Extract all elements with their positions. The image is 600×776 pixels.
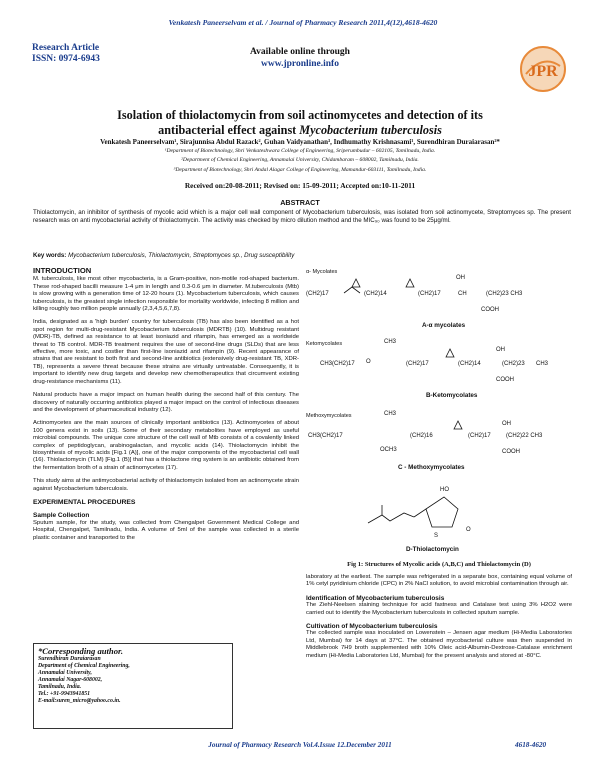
chain-label: (CH2)17 bbox=[468, 433, 491, 439]
chain-label: OCH3 bbox=[380, 447, 397, 453]
intro-heading: INTRODUCTION bbox=[33, 266, 92, 275]
affiliation-3: ³Department of Biotechnology, Shri Andal Alagar College of Engineering, Mamandur-603111, Tamilnadu, India. bbox=[173, 167, 427, 173]
chain-label: (CH2)17 bbox=[306, 291, 329, 297]
chain-label: O bbox=[466, 527, 471, 533]
issn: ISSN: 0974-6943 bbox=[32, 54, 100, 64]
intro-section bbox=[33, 267, 299, 542]
cultivation-text: The collected sample was inoculated on Lowenstein – Jensen agar medium (Hi-Media Laboratories Ltd, Mumbai) for 14 days at 37°C. The obtained mycobacterial culture was then suspended in Middlebrook 7H9 broth supplemented with 10% Oleic acid-Albumin-Dextrose-Catalase enrichment medium (Hi-Media Laboratories Ltd, Mumbai) for the present analysis and stored at -80°C. bbox=[306, 630, 572, 659]
lab-transport-text: laboratory at the earliest. The sample was refrigerated in a separate box, containing equal volume of 1% cetyl pyridinium chloride (CPC) in 2% NaCl solution, to avoid microbial contamination through air. bbox=[306, 574, 572, 588]
chain-label: (CH2)17 bbox=[406, 361, 429, 367]
keywords-text: Mycobacterium tuberculosis, Thiolactomycin, Streptomyces sp., Drug susceptibility bbox=[68, 252, 295, 259]
mycolic-acid-figure bbox=[306, 265, 572, 555]
website-link[interactable]: www.jpronline.info bbox=[261, 59, 339, 69]
chain-label: CH3(CH2)17 bbox=[308, 433, 343, 439]
journal-logo bbox=[518, 44, 568, 94]
chain-label: S bbox=[434, 533, 439, 539]
affiliation-2: ²Department of Chemical Engineering, Annamalai University, Chidambaram – 608002, Tamilnadu, India. bbox=[181, 157, 419, 163]
keywords bbox=[33, 252, 571, 259]
available-online-label: Available online through bbox=[250, 47, 350, 57]
chain-label: HO bbox=[440, 487, 449, 493]
abstract-heading: ABSTRACT bbox=[280, 198, 320, 207]
figure-section-methoxy: Methoxymycolates bbox=[306, 413, 352, 419]
chain-label: OH bbox=[502, 421, 511, 427]
intro-paragraph: This study aims at the antimycobacterial activity of thiolactomycin isolated from an actinomycete strain against Mycobacterium tuberculosis. bbox=[33, 478, 299, 492]
dates: Received on:20-08-2011; Revised on: 15-09-2011; Accepted on:10-11-2011 bbox=[184, 181, 416, 190]
figure-section-keto: Ketomycolates bbox=[306, 341, 343, 347]
chain-label: CH3 bbox=[384, 339, 397, 345]
chain-label: COOH bbox=[496, 377, 514, 383]
abstract-text: Thiolactomycin, an inhibitor of synthesis of mycolic acid which is a major cell wall component of Mycobacterium tuberculosis, was isolated from soil actinomycete, Streptomyces sp. The present research was on anti mycobacterial activity of thiolactomycin. The activity was checked by micro dilution method and the MIC₉₀ was found to be 25μg/ml. bbox=[33, 209, 571, 225]
chain-label: (CH2)14 bbox=[458, 361, 481, 367]
chain-label: (CH2)17 bbox=[418, 291, 441, 297]
chain-label: OH bbox=[456, 275, 465, 281]
corr-phone: Tel.: +91-9943941851 bbox=[38, 691, 91, 697]
title-line-2-text: antibacterial effect against bbox=[158, 123, 300, 137]
corr-dept: Department of Chemical Engineering, bbox=[38, 663, 130, 669]
journal-header: Venkatesh Paneerselvam et al. / Journal of Pharmacy Research 2011,4(12),4618-4620 bbox=[168, 18, 438, 27]
sample-heading: Sample Collection bbox=[33, 512, 90, 520]
footer-journal: Journal of Pharmacy Research Vol.4.Issue 12.December 2011 bbox=[208, 741, 392, 749]
chain-label: COOH bbox=[502, 449, 520, 455]
chain-label: (CH2)16 bbox=[410, 433, 433, 439]
chain-label: (CH2)22 CH3 bbox=[506, 433, 543, 439]
corr-email[interactable]: E-mail:suren_micro@yahoo.co.in. bbox=[38, 698, 121, 704]
corr-state: Tamilnadu, India. bbox=[38, 684, 82, 690]
chain-label: (CH2)23 bbox=[502, 361, 525, 367]
experimental-heading: EXPERIMENTAL PROCEDURES bbox=[33, 498, 136, 506]
chain-label: CH3 bbox=[536, 361, 549, 367]
chain-label: CH bbox=[458, 291, 467, 297]
chain-label: CH3(CH2)17 bbox=[320, 361, 355, 367]
intro-paragraph: India, designated as a 'high burden' country for tuberculosis (TB) has also been identified as a hot spot region for multi-drug-resistant Mycobacterium tuberculosis (MDRTB) (10). Multidrug resistant (MDR)-TB, defined as resistance to at least isoniazid and rifampin, has emerged as a worldwide threat to TB control. MDR-TB treatment requires the use of second-line drugs (SLDs) that are less effective, more toxic, and costlier than first-line isoniazid and rifampin (9). Recent appearance of strains that are resistant to both first and second-line antibiotics (extensively drug-resistant TB, XDR-TB), represents a severe threat because these strains are virtually untreatable. Consequently, it is important to identify new drug targets and develop new chemotherapeutics that circumvent existing drug-resistance mechanisms (11). bbox=[33, 319, 299, 385]
title-line-2 bbox=[40, 123, 560, 138]
corr-univ: Annamalai University, bbox=[38, 670, 92, 676]
article-info bbox=[32, 43, 100, 65]
cultivation-heading: Cultivation of Mycobacterium tuberculosis bbox=[306, 623, 438, 631]
chain-label: O bbox=[366, 359, 371, 365]
intro-paragraph: Natural products have a major impact on human health during the second half of this century. The discovery of naturally occurring antibiotics played a major impact on the control of infectious diseases and the development of pharmaceutical industry (12). bbox=[33, 392, 299, 413]
figure-label-b: B-Ketomycolates bbox=[426, 392, 478, 399]
title-line-2-species: Mycobacterium tuberculosis bbox=[299, 123, 442, 137]
right-column-text bbox=[306, 574, 572, 660]
corr-name: Surendhiran Duraiarasan bbox=[38, 656, 101, 662]
figure-section-alpha: α- Mycolates bbox=[306, 269, 338, 275]
corr-city: Annamalai Nagar-608002, bbox=[38, 677, 103, 683]
figure-label-d: D-Thiolactomycin bbox=[406, 546, 459, 553]
corresponding-author-box bbox=[33, 643, 233, 729]
figure-label-c: C - Methoxymycolates bbox=[398, 464, 465, 471]
title-line-1: Isolation of thiolactomycin from soil actinomycetes and detection of its bbox=[117, 108, 483, 122]
footer-pages: 4618-4620 bbox=[515, 741, 547, 749]
sample-text: Sputum sample, for the study, was collected from Chengalpet Government Medical College and Hospital, Chengalpet, Tamilnadu, India. A volume of 5ml of the sample was collected in a sterile plastic container and transported to the bbox=[33, 519, 299, 541]
figure-caption: Fig 1: Structures of Mycolic acids (A,B,C) and Thiolactomycin (D) bbox=[347, 561, 531, 568]
chain-label: (CH2)23 CH3 bbox=[486, 291, 523, 297]
logo-text: JPR bbox=[528, 63, 558, 80]
chain-label: (CH2)14 bbox=[364, 291, 387, 297]
online-info bbox=[210, 46, 390, 70]
affiliation-1: ¹Department of Biotechnology, Shri Venkateshwara College of Engineering, Sriperumbudur – 602105, Tamilnadu, India. bbox=[164, 148, 436, 154]
keywords-label: Key words: bbox=[33, 252, 67, 259]
paper-title bbox=[40, 108, 560, 138]
identification-text: The Ziehl-Neelsen staining technique for acid fastness and Catalase test using 3% H2O2 were carried out to identify the Mycobacterium tuberculosis in collected sputum sample. bbox=[306, 602, 572, 616]
chain-label: CH3 bbox=[384, 411, 397, 417]
authors: Venkatesh Paneerselvam¹, Sirajunnisa Abdul Razack², Guhan Vaidyanathan³, Indhumathy Krishnasami¹, Surendhiran Duraiarasan²* bbox=[100, 138, 500, 146]
corr-heading: *Corresponding author. bbox=[38, 646, 124, 656]
intro-paragraph: Actinomycetes are the main sources of clinically important antibiotics (13). Actinomycetes of about 100 genera exist in soils (13). Some of their secondary metabolites have employed as useful microbial compounds. The unique core structure of the cell wall of Mtb consists of a covalently linked complex of peptidoglycan, arabinogalactan, and mycolic acids (14). Thiolactomycin inhibit the biosynthesis of mycolic acids [Fig.1 (A)], one of the major components of the mycobacterial cell wall (16). Thiolactomycin (TLM) [Fig.1 (B)] that has a thiolactone ring system is an antibiotic obtained from the fermentation broth of a strain of actinomycetes (17). bbox=[33, 420, 299, 471]
identification-heading: Identification of Mycobacterium tuberculosis bbox=[306, 594, 445, 602]
chain-label: OH bbox=[496, 347, 505, 353]
chain-label: COOH bbox=[481, 307, 499, 313]
intro-paragraph: M. tuberculosis, like most other mycobacteria, is a Gram-positive, non-motile rod-shaped bacterium. These rod-shaped bacilli measure 1-4 μm in length and 0.3-0.6 μm in diameter. M.tuberculosis (Mtb) is slow growing with a generation time of 12-20 hours (1). Mycobacterium tuberculosis, which causes tuberculosis, is the greatest single infection responsible for mortality worldwide, infecting 8 million and killing roughly two million people annually (2,3,4,5,6,7,8). bbox=[33, 276, 299, 313]
article-type: Research Article bbox=[32, 43, 100, 53]
figure-label-a: A-α mycolates bbox=[422, 322, 466, 329]
